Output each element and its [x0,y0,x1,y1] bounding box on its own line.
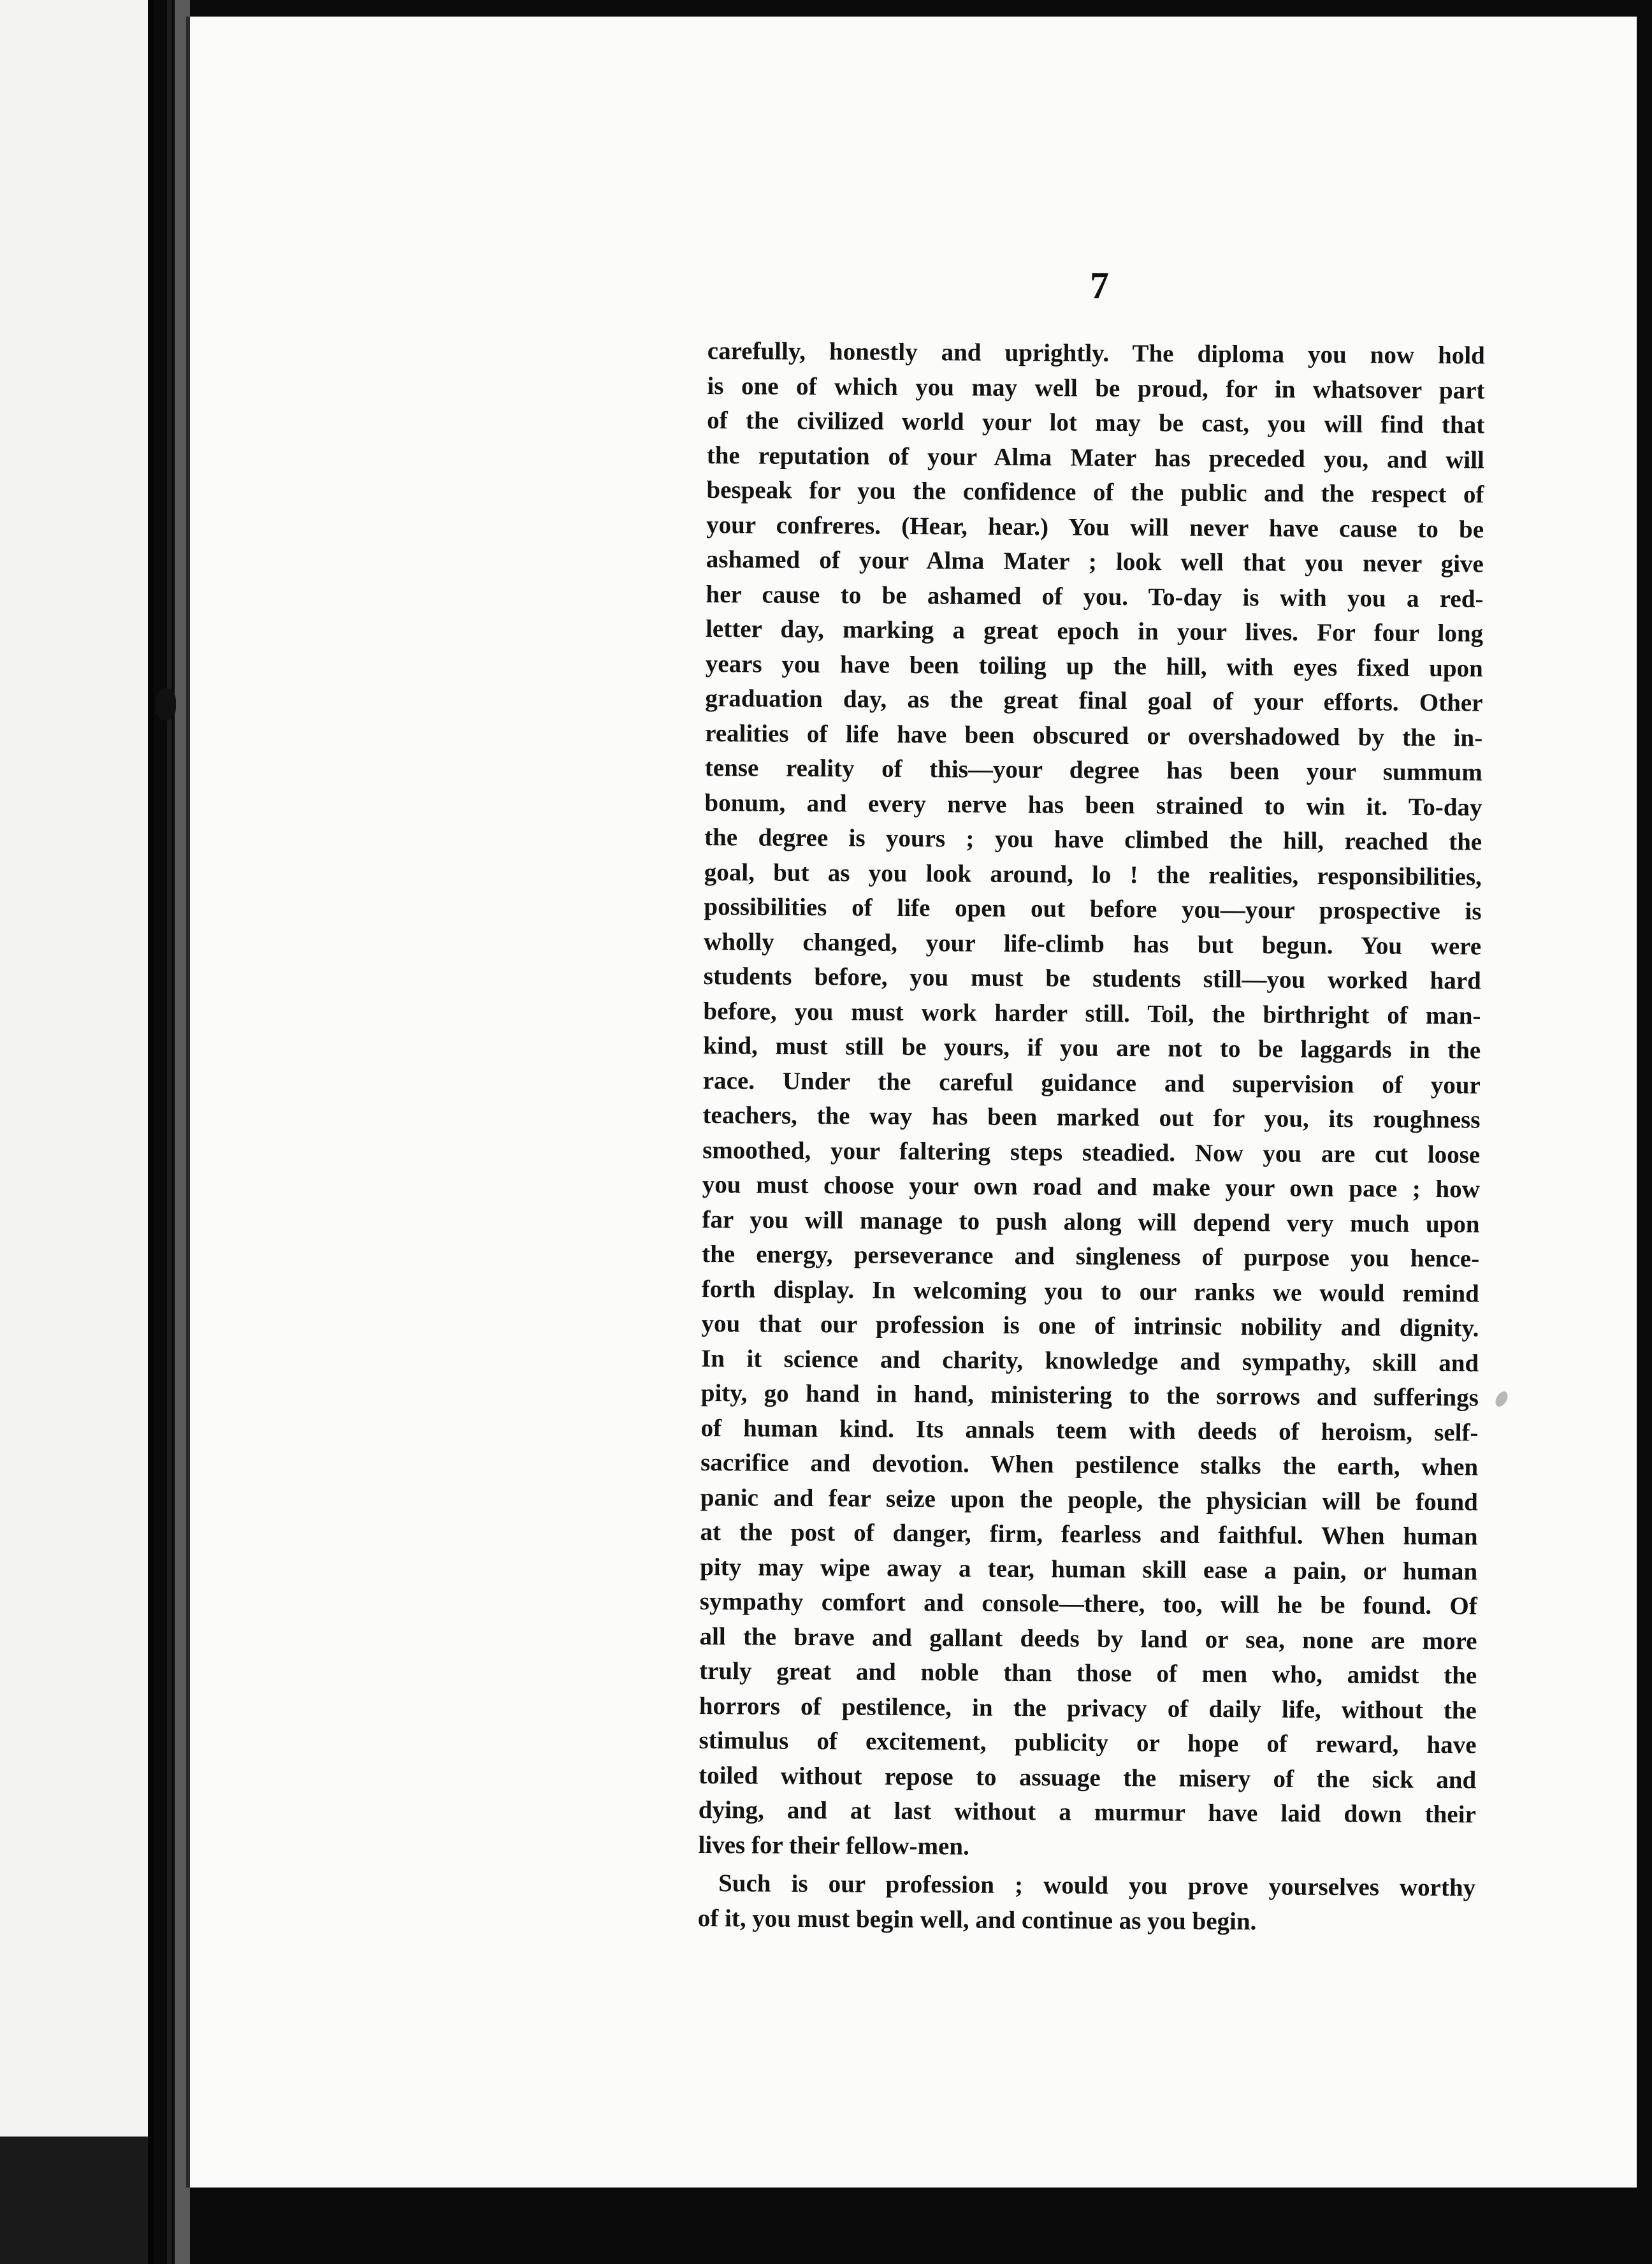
text-line: you must choose your own road and make your own pace ; how [702,1170,1480,1203]
text-line: In it science and charity, knowledge and sympathy, skill and [701,1344,1479,1377]
text-line: far you will manage to push along will depend very much upon [702,1205,1480,1238]
text-line: the energy, perseverance and singleness of purpose you hence- [702,1240,1480,1273]
text-line: kind, must still be yours, if you are not to be laggards in the [703,1031,1481,1064]
text-line: lives for their fellow-men. [698,1831,969,1861]
text-line: at the post of danger, firm, fearless and faithful. When human [700,1518,1478,1551]
text-line: her cause to be ashamed of you. To-day is with you a red- [706,580,1484,613]
text-line: of human kind. Its annals teem with deeds of heroism, self- [700,1414,1479,1446]
text-line: panic and fear seize upon the people, the physician will be found [700,1483,1478,1516]
book-spine-shadow [148,0,154,2264]
text-line: your confreres. (Hear, hear.) You will never have cause to be [706,511,1484,543]
document-page [186,17,1637,2188]
text-line: of the civilized world your lot may be cast, you will find that [707,406,1485,439]
text-line: bespeak for you the confidence of the public and the respect of [706,475,1484,509]
text-line: goal, but as you look around, lo ! the realities, responsibilities, [704,858,1482,890]
text-line: realities of life have been obscured or overshadowed by the in- [705,719,1483,751]
text-line: ashamed of your Alma Mater ; look well that you never give [706,545,1484,578]
text-line: Such is our profession ; would you prove yourselves worthy [718,1869,1476,1902]
text-line: horrors of pestilence, in the privacy of daily life, without the [699,1692,1477,1724]
book-gutter-line [167,0,172,2264]
text-line: the degree is yours ; you have climbed the hill, reached the [704,823,1482,856]
binding-mark [156,688,176,720]
text-line: sympathy comfort and console—there, too, will he be found. Of [699,1587,1477,1620]
text-line: possibilities of life open out before you—your prospective is [704,892,1482,925]
text-line: dying, and at last without a murmur have laid down their [698,1796,1476,1829]
text-line: teachers, the way has been marked out for you, its roughness [702,1101,1481,1134]
previous-page-edge [0,0,148,2137]
text-line: letter day, marking a great epoch in your lives. For four long [706,614,1484,648]
text-line: pity may wipe away a tear, human skill ease a pain, or human [700,1553,1478,1585]
text-line: is one of which you may well be proud, for in whatsover part [707,372,1485,404]
text-line: pity, go hand in hand, ministering to the sorrows and sufferings [700,1379,1479,1412]
text-line: you that our profession is one of intrinsic nobility and dignity. [701,1309,1479,1342]
text-line: race. Under the careful guidance and supervision of your [702,1066,1481,1099]
body-text [698,334,1485,1940]
page-number: 7 [1090,265,1109,307]
paragraph [698,1866,1476,1940]
text-line: toiled without repose to assuage the misery of the sick and [699,1761,1477,1794]
text-line: students before, you must be students still—you worked hard [703,962,1481,995]
text-line: truly great and noble than those of men who, amidst the [699,1657,1477,1690]
text-line: before, you must work harder still. Toil, the birthright of man- [703,997,1481,1029]
text-line: of it, you must begin well, and continue as you begin. [697,1904,1257,1935]
text-line: wholly changed, your life-climb has but begun. You were [704,927,1482,960]
text-line: tense reality of this—your degree has been your summum [704,753,1482,787]
text-line: the reputation of your Alma Mater has preceded you, and will [706,441,1484,474]
text-line: stimulus of excitement, publicity or hope of reward, have [699,1726,1477,1759]
text-line: all the brave and gallant deeds by land or sea, none are more [699,1622,1477,1655]
text-line: years you have been toiling up the hill, with eyes fixed upon [705,649,1483,682]
text-line: smoothed, your faltering steps steadied. Now you are cut loose [702,1136,1481,1168]
text-line: sacrifice and devotion. When pestilence stalks the earth, when [700,1448,1479,1481]
text-line: graduation day, as the great final goal of your efforts. Other [705,684,1483,717]
text-line: carefully, honestly and uprightly. The diploma you now hold [707,337,1485,370]
paragraph [698,334,1485,1867]
text-line: forth display. In welcoming you to our ranks we would remind [701,1275,1479,1307]
text-line: bonum, and every nerve has been strained to win it. To-day [704,788,1482,821]
